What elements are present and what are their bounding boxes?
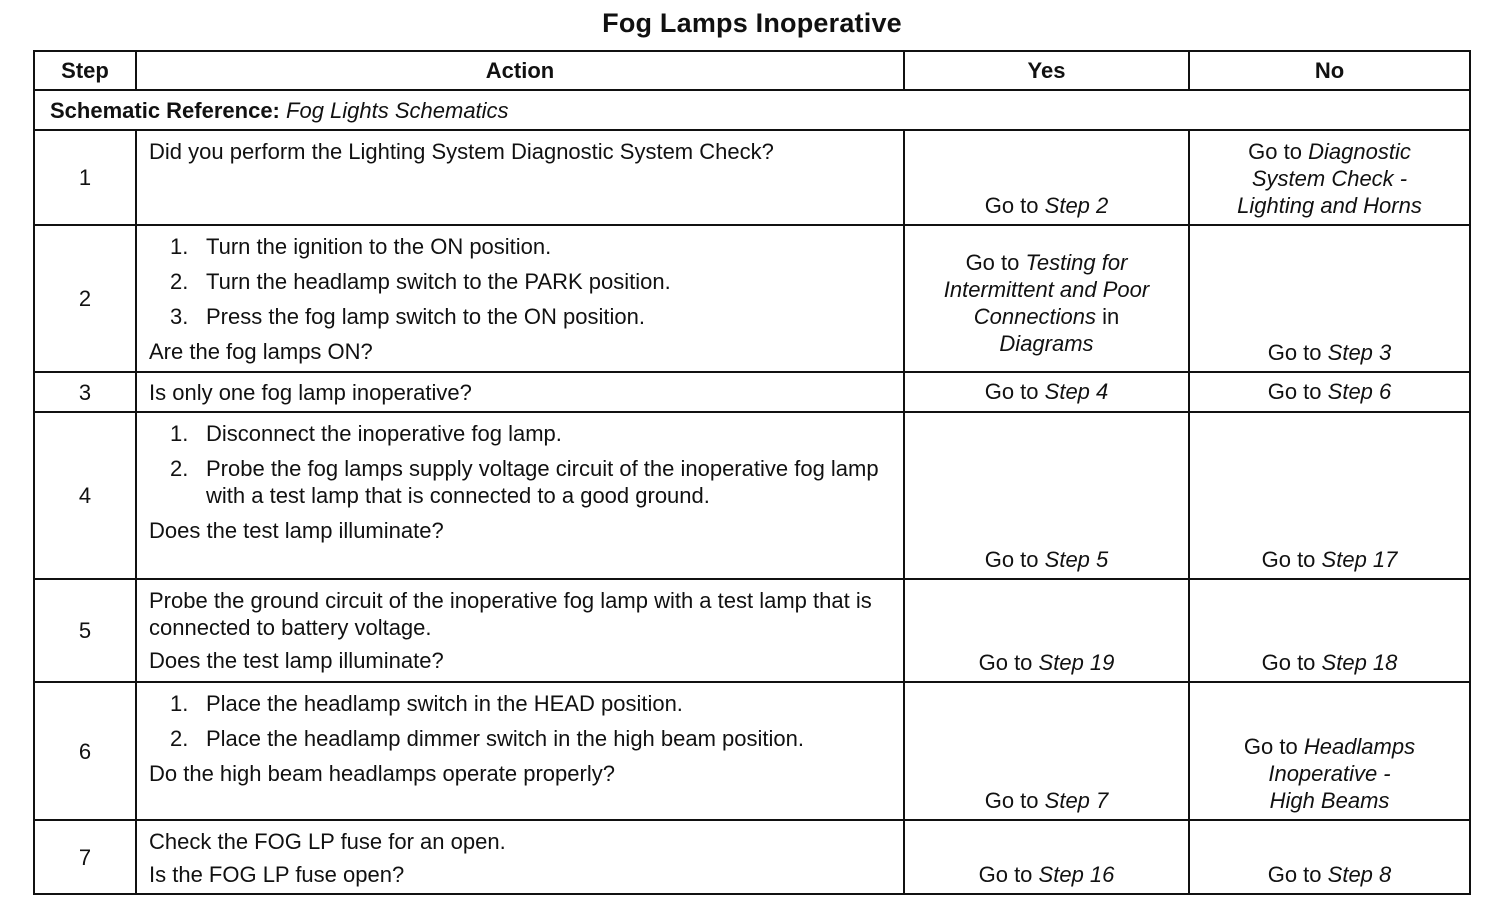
no-target: Step 17 (1321, 547, 1398, 572)
table-row-step-5 (34, 579, 1470, 682)
yes-in-label: in (1102, 304, 1120, 329)
no-target-line3: High Beams (1269, 788, 1390, 813)
action-text: Check the FOG LP fuse for an open. (149, 829, 506, 854)
go-to-label: Go to (984, 788, 1039, 813)
action-question: Are the fog lamps ON? (149, 339, 373, 364)
action-cell (136, 412, 904, 579)
action-question: Is the FOG LP fuse open? (149, 862, 405, 887)
action-text: Probe the ground circuit of the inoperative fog lamp with a test lamp that is connected to battery voltage. (149, 588, 872, 640)
table-row-step-2 (34, 225, 1470, 372)
yes-cell (904, 372, 1189, 412)
go-to-label: Go to (984, 193, 1039, 218)
action-cell (136, 682, 904, 820)
step-number: 4 (34, 412, 136, 579)
no-cell (1189, 820, 1470, 894)
table-row-step-3 (34, 372, 1470, 412)
yes-target: Step 4 (1044, 379, 1109, 404)
table-row-step-1 (34, 130, 1470, 225)
action-cell (136, 130, 904, 225)
no-cell (1189, 225, 1470, 372)
step-number: 3 (34, 372, 136, 412)
page-title: Fog Lamps Inoperative (602, 8, 902, 38)
action-question: Does the test lamp illuminate? (149, 518, 444, 543)
yes-target-line1: Testing for (1025, 250, 1128, 275)
step-number: 6 (34, 682, 136, 820)
no-target: Step 18 (1321, 650, 1398, 675)
yes-cell (904, 820, 1189, 894)
no-cell (1189, 412, 1470, 579)
go-to-label: Go to (1267, 862, 1322, 887)
yes-cell (904, 130, 1189, 225)
yes-target: Step 7 (1044, 788, 1109, 813)
header-step: Step (34, 51, 136, 90)
no-target-line2: Inoperative - (1268, 761, 1391, 786)
yes-target: Step 16 (1038, 862, 1115, 887)
action-question: Is only one fog lamp inoperative? (149, 379, 472, 405)
step-number: 5 (34, 579, 136, 682)
go-to-label: Go to (978, 650, 1033, 675)
no-cell (1189, 130, 1470, 225)
list-item: 3. Press the fog lamp switch to the ON position. (170, 304, 645, 329)
list-item: 1. Disconnect the inoperative fog lamp. (170, 421, 562, 446)
schematic-label: Schematic Reference: (50, 97, 280, 123)
step-number: 7 (34, 820, 136, 894)
action-cell (136, 820, 904, 894)
no-target-line3: Lighting and Horns (1237, 193, 1422, 218)
go-to-label: Go to (1267, 340, 1322, 365)
list-item: 2. Probe the fog lamps supply voltage circuit of the inoperative fog lamp with a test lamp that is connected to a good ground. (170, 456, 879, 508)
yes-target: Step 19 (1038, 650, 1115, 675)
action-steps-list (149, 420, 893, 509)
no-target: Step 3 (1327, 340, 1392, 365)
no-target-line2: System Check - (1251, 166, 1408, 191)
schematic-reference-row (34, 90, 1470, 130)
diagnostic-table (33, 50, 1471, 895)
action-question: Does the test lamp illuminate? (149, 648, 444, 673)
action-steps-list (149, 690, 893, 752)
go-to-label: Go to (1261, 547, 1316, 572)
schematic-reference (34, 90, 1470, 130)
yes-target: Step 5 (1044, 547, 1109, 572)
table-row-step-7 (34, 820, 1470, 894)
action-cell (136, 372, 904, 412)
action-steps-list (149, 233, 893, 330)
list-item: 1. Turn the ignition to the ON position. (170, 234, 552, 259)
go-to-label: Go to (1261, 650, 1316, 675)
action-question: Do the high beam headlamps operate properly? (149, 761, 615, 786)
yes-cell (904, 412, 1189, 579)
go-to-label: Go to (984, 547, 1039, 572)
no-cell (1189, 579, 1470, 682)
step-number: 1 (34, 130, 136, 225)
go-to-label: Go to (984, 379, 1039, 404)
no-cell (1189, 682, 1470, 820)
go-to-label: Go to (1267, 379, 1322, 404)
yes-cell (904, 225, 1189, 372)
action-cell (136, 225, 904, 372)
header-action: Action (136, 51, 904, 90)
no-cell (1189, 372, 1470, 412)
yes-target-line3: Connections (973, 304, 1097, 329)
no-target: Step 8 (1327, 862, 1392, 887)
schematic-value: Fog Lights Schematics (286, 97, 509, 123)
yes-target-line2: Intermittent and Poor (943, 277, 1150, 302)
action-cell (136, 579, 904, 682)
go-to-label: Go to (965, 250, 1020, 275)
action-question: Did you perform the Lighting System Diagnostic System Check? (149, 139, 774, 164)
header-row (34, 51, 1470, 90)
no-target: Step 6 (1327, 379, 1392, 404)
go-to-label: Go to (1243, 734, 1298, 759)
yes-target: Step 2 (1044, 193, 1109, 218)
header-yes: Yes (904, 51, 1189, 90)
no-target-line1: Headlamps (1303, 734, 1416, 759)
go-to-label: Go to (978, 862, 1033, 887)
yes-cell (904, 579, 1189, 682)
list-item: 2. Place the headlamp dimmer switch in the high beam position. (170, 726, 804, 751)
list-item: 1. Place the headlamp switch in the HEAD position. (170, 691, 683, 716)
no-target-line1: Diagnostic (1308, 139, 1411, 164)
header-no: No (1189, 51, 1470, 90)
yes-target-line4: Diagrams (999, 331, 1094, 356)
table-row-step-6 (34, 682, 1470, 820)
list-item: 2. Turn the headlamp switch to the PARK position. (170, 269, 671, 294)
go-to-label: Go to (1248, 139, 1302, 164)
table-row-step-4 (34, 412, 1470, 579)
step-number: 2 (34, 225, 136, 372)
yes-cell (904, 682, 1189, 820)
